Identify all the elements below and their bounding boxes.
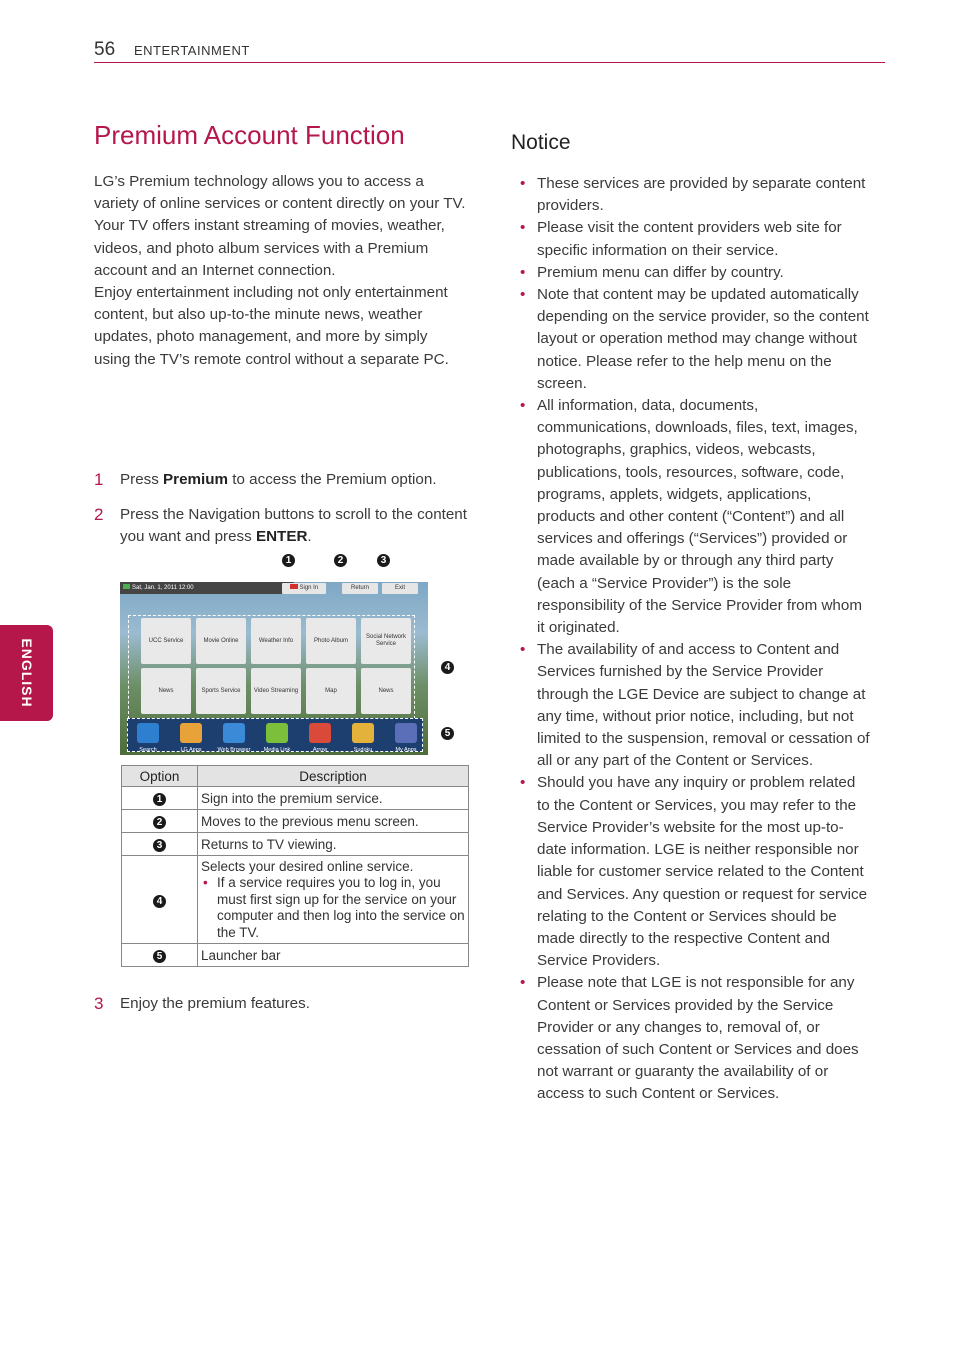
app-label: Search — [139, 747, 157, 753]
notice-item: • Please visit the content providers web site for specific information on their service. — [520, 217, 870, 261]
notice-item: • These services are provided by separate content providers. — [520, 173, 870, 217]
language-tab-label: ENGLISH — [18, 638, 35, 708]
exit-button[interactable]: Exit — [382, 583, 418, 594]
sign-in-button[interactable]: Sign In — [282, 583, 326, 594]
notice-item: • Please note that LGE is not responsible for any Content or Services provided by the Service Provider or any changes to, removal of, or cessation of such Content or Services and does not warrant or guaranty the availability of or access to such Content or Services. — [520, 972, 870, 1105]
table-header-row — [122, 766, 469, 787]
step-text: Press Premium to access the Premium option. — [120, 471, 437, 488]
notice-title: Notice — [511, 131, 571, 154]
arrow-icon[interactable] — [309, 723, 331, 743]
option-note: • If a service requires you to log in, you must first sign up for the service on your computer and then log into the service on the TV. — [201, 875, 465, 941]
notice-list — [520, 173, 870, 1106]
tile-ucc-service[interactable]: UCC Service — [141, 618, 191, 664]
intro-text — [94, 171, 466, 371]
callout-3: 3 — [377, 554, 390, 567]
enter-key: ENTER — [255, 528, 308, 546]
table-row — [122, 944, 469, 967]
step-number: 2 — [94, 505, 104, 524]
header-rule — [94, 62, 885, 63]
tile-photo-album[interactable]: Photo Album — [306, 618, 356, 664]
launcher-bar — [127, 718, 423, 752]
option-number: 2 — [153, 816, 166, 829]
notice-item: • Premium menu can differ by country. — [520, 262, 870, 284]
option-description: Selects your desired online service. — [201, 859, 414, 874]
table-row — [122, 810, 469, 833]
column-header-description: Description — [198, 766, 469, 787]
table-row — [122, 787, 469, 810]
option-table — [121, 765, 469, 967]
step-text: Press the Navigation buttons to scroll to the content you want and press ENTER. — [120, 506, 467, 546]
option-description: Returns to TV viewing. — [198, 833, 469, 856]
screen-date: Sat, Jan. 1, 2011 12:00 — [132, 585, 194, 591]
notice-item: • Note that content may be updated automatically depending on the service provider, so the content layout or operation method may change without notice. Please refer to the help menu on the screen. — [520, 284, 870, 395]
option-number: 5 — [153, 950, 166, 963]
notice-item: • Should you have any inquiry or problem related to the Content or Services, you may refer to the Service Provider’s website for the most up-to-date information. LGE is neither responsible nor liable for customer service related to the Content and Services. Any question or request for service relating to the Content or Services should be made directly to the respective Content and Service Providers. — [520, 772, 870, 972]
page-number: 56 — [94, 39, 116, 60]
my-apps-icon[interactable] — [395, 723, 417, 743]
notice-item: • The availability of and access to Content and Services furnished by the Service Provider through the LGE Device are subject to change at any time, without prior notice, including, but not limited to the suspension, removal or cessation of all or any part of the Content or Services. — [520, 639, 870, 772]
tile-weather-info[interactable]: Weather Info — [251, 618, 301, 664]
option-number: 3 — [153, 839, 166, 852]
tile-sports-service[interactable]: Sports Service — [196, 668, 246, 714]
option-description: Launcher bar — [198, 944, 469, 967]
app-label: Media Link — [263, 747, 291, 753]
media-link-icon[interactable] — [266, 723, 288, 743]
sudoku-icon[interactable] — [352, 723, 374, 743]
lg-apps-icon[interactable] — [180, 723, 202, 743]
tile-movie-online[interactable]: Movie Online — [196, 618, 246, 664]
web-browser-icon[interactable] — [223, 723, 245, 743]
language-tab — [0, 625, 53, 721]
step-text: Enjoy the premium features. — [120, 995, 310, 1012]
intro-paragraph-1: LG’s Premium technology allows you to access a variety of online services or content directly on your TV. Your TV offers instant streaming of movies, weather, videos, and photo album services with a Premium account and an Internet connection. — [94, 173, 466, 279]
page-title: Premium Account Function — [94, 120, 405, 150]
table-row — [122, 833, 469, 856]
premium-screen-image — [120, 582, 428, 755]
app-label: Arrow — [312, 747, 328, 753]
app-label: Web Browser — [217, 747, 251, 753]
option-number: 1 — [153, 793, 166, 806]
tile-video-streaming[interactable]: Video Streaming — [251, 668, 301, 714]
step-number: 1 — [94, 470, 104, 489]
premium-key: Premium — [163, 471, 229, 488]
option-description: Sign into the premium service. — [198, 787, 469, 810]
column-header-option: Option — [122, 766, 198, 787]
notice-item: • All information, data, documents, communications, downloads, files, text, images, photographs, graphics, videos, webcasts, publications, tools, resources, software, code, programs, applets, widgets, applications, products and other content (“Content”) and all services and offerings (“Services”) provided or made available by or through any third party (each a “Service Provider”) is the sole responsibility of the Service Provider from whom it originated. — [520, 395, 870, 639]
app-label: Sudoku — [353, 747, 373, 753]
tile-map[interactable]: Map — [306, 668, 356, 714]
callout-1: 1 — [282, 554, 295, 567]
option-number: 4 — [153, 895, 166, 908]
screen-date-bar — [120, 582, 294, 594]
tile-social-network[interactable]: Social Network Service — [361, 618, 411, 664]
callout-2: 2 — [334, 554, 347, 567]
service-grid — [128, 615, 415, 719]
tile-news[interactable]: News — [141, 668, 191, 714]
step-number: 3 — [94, 994, 104, 1013]
app-label: My Apps — [395, 747, 417, 753]
callout-5: 5 — [441, 727, 454, 740]
intro-paragraph-2: Enjoy entertainment including not only entertainment content, but also up-to-the minute news, weather updates, photo management, and more by simply using the TV’s remote control without a separate PC. — [94, 284, 449, 368]
option-description: Moves to the previous menu screen. — [198, 810, 469, 833]
callout-4: 4 — [441, 661, 454, 674]
section-title: ENTERTAINMENT — [134, 43, 250, 58]
app-label: LG Apps — [180, 747, 202, 753]
search-icon[interactable] — [137, 723, 159, 743]
tile-news-2[interactable]: News — [361, 668, 411, 714]
table-row — [122, 856, 469, 944]
return-button[interactable]: Return — [342, 583, 378, 594]
